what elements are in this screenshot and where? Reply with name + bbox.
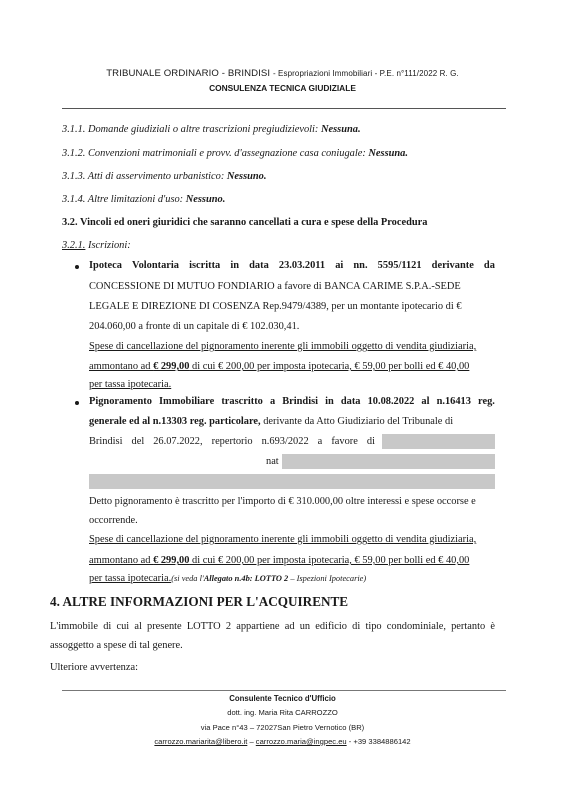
court-name: TRIBUNALE ORDINARIO - BRINDISI: [106, 68, 271, 79]
pignoramento-line-1: [89, 396, 495, 407]
pignoramento-costs-line-3: [89, 573, 366, 584]
section-4-paragraph-line-2: assoggetto a spese di tal genere.: [50, 640, 183, 651]
attachment-ref-prefix: (si veda l': [171, 574, 204, 583]
section-4-line-1-word: L'immobile: [50, 621, 99, 632]
section-4-line-1-word: edificio: [315, 621, 347, 632]
footer-separator: –: [247, 737, 256, 746]
item-3-1-1-label: 3.1.1. Domande giudiziali o altre trascrizioni pregiudizievoli:: [62, 124, 319, 135]
section-3-2-title: 3.2. Vincoli ed oneri giuridici che saranno cancellati a cura e spese della Procedura: [62, 217, 428, 228]
pignoramento-line-1-word: a: [269, 396, 276, 407]
pignoramento-line-3-word: n.693/2022: [261, 436, 309, 447]
pignoramento-line-2: [89, 416, 453, 427]
item-3-1-2-label: 3.1.2. Convenzioni matrimoniali e provv. d'assegnazione casa coniugale:: [62, 148, 366, 159]
section-4-line-1-word: presente: [147, 621, 182, 632]
ipoteca-line-1-word: data: [249, 260, 269, 271]
pignoramento-line-3-word: favore: [331, 436, 358, 447]
ipoteca-line-1-word: Ipoteca: [89, 260, 122, 271]
section-4-line-1-word: cui: [116, 621, 130, 632]
pignoramento-derivation: derivante da Atto Giudiziario del Tribunale di: [260, 416, 454, 427]
ipoteca-line-1-word: in: [230, 260, 240, 271]
section-4-line-1-word: LOTTO: [186, 621, 221, 632]
pignoramento-reg-numbers: generale ed al n.13303 reg. particolare,: [89, 416, 261, 427]
pignoramento-line-3-word: repertorio: [211, 436, 253, 447]
ipoteca-line-1-word: ai: [335, 260, 344, 271]
pignoramento-line-1-word: in: [325, 396, 334, 407]
ipoteca-costs-detail: di cui € 200,00 per imposta ipotecaria, € 59,00 per bolli ed € 40,00: [189, 361, 470, 372]
footer-email-link[interactable]: carrozzo.mariarita@libero.it: [154, 737, 248, 746]
ipoteca-line-1-word: 5595/1121: [377, 260, 422, 271]
pignoramento-line-6: Detto pignoramento è trascritto per l'importo di € 310.000,00 oltre interessi e spese occorse e: [89, 496, 476, 507]
pignoramento-line-3-word: del: [131, 436, 145, 447]
section-4-line-1-word: 2: [225, 621, 232, 632]
footer-contacts: [0, 737, 565, 746]
section-4-line-1-word: è: [490, 621, 495, 632]
ipoteca-line-1-word: da: [483, 260, 495, 271]
item-3-1-3-value: Nessuno.: [226, 171, 267, 182]
ipoteca-line-1-word: nn.: [353, 260, 368, 271]
ipoteca-line-2: CONCESSIONE DI MUTUO FONDIARIO a favore di BANCA CARIME S.P.A.-SEDE: [89, 281, 461, 292]
section-4-line-1-word: condominiale,: [386, 621, 446, 632]
section-4-line-1-word: appartiene: [236, 621, 280, 632]
ipoteca-costs-line-1: Spese di cancellazione del pignoramento inerente gli immobili oggetto di vendita giudiziaria,: [89, 341, 477, 352]
section-3-2-1-number: 3.2.1.: [62, 240, 86, 251]
ipoteca-line-1-word: 23.03.2011: [278, 260, 326, 271]
pignoramento-costs-total: € 299,00: [153, 555, 190, 566]
redacted-birth-info-2: [89, 474, 495, 489]
item-3-1-3: [62, 171, 266, 182]
pignoramento-line-3-word: 26.07.2022,: [153, 436, 203, 447]
section-4-line-1-word: un: [299, 621, 311, 632]
attachment-ref-suffix: – Ispezioni Ipotecarie): [288, 574, 367, 583]
section-4-line-1-word: tipo: [365, 621, 382, 632]
section-4-line-1-word: ad: [284, 621, 295, 632]
item-3-1-1-value: Nessuna.: [321, 124, 361, 135]
pignoramento-line-3-word: di: [366, 436, 375, 447]
pignoramento-line-1-word: Immobiliare: [159, 396, 215, 407]
bullet-ipoteca: [75, 265, 79, 269]
pignoramento-line-1-word: Brindisi: [282, 396, 319, 407]
ipoteca-costs-line-2: [89, 361, 469, 372]
page-header: [0, 68, 565, 79]
ipoteca-line-1: [89, 260, 495, 271]
section-4-paragraph-line-1: [50, 621, 495, 632]
redacted-birth-info-1: [282, 454, 495, 469]
pignoramento-line-1-word: reg.: [478, 396, 495, 407]
redacted-creditor: [382, 434, 495, 449]
footer-phone: - +39 3384886142: [346, 737, 411, 746]
pignoramento-costs-detail: di cui € 200,00 per imposta ipotecaria, € 59,00 per bolli ed € 40,00: [189, 555, 470, 566]
section-4-line-1-word: pertanto: [451, 621, 486, 632]
item-3-1-2: [62, 148, 408, 159]
item-3-1-2-value: Nessuna.: [368, 148, 408, 159]
header-divider: [62, 108, 506, 109]
item-3-1-4-label: 3.1.4. Altre limitazioni d'uso:: [62, 194, 184, 205]
footer-name: dott. ing. Maria Rita CARROZZO: [227, 708, 338, 717]
attachment-ref-name: Allegato n.4b: LOTTO 2: [203, 574, 289, 583]
pignoramento-line-1-word: al: [421, 396, 430, 407]
footer-address: via Pace n°43 – 72027San Pietro Vernotico (BR): [200, 723, 365, 732]
ipoteca-costs-total: € 299,00: [153, 361, 190, 372]
ipoteca-line-1-word: Volontaria: [132, 260, 179, 271]
footer-pec-link[interactable]: carrozzo.maria@ingpec.eu: [255, 737, 347, 746]
section-4-line-1-word: di: [103, 621, 112, 632]
section-3-2-1: [62, 240, 131, 251]
pignoramento-line-3-word: a: [317, 436, 323, 447]
item-3-1-3-label: 3.1.3. Atti di asservimento urbanistico:: [62, 171, 225, 182]
ipoteca-line-4: 204.060,00 a fronte di un capitale di € 102.030,41.: [89, 321, 300, 332]
section-4-title: 4. ALTRE INFORMAZIONI PER L'ACQUIRENTE: [50, 594, 349, 609]
pignoramento-line-1-word: Pignoramento: [89, 396, 152, 407]
item-3-1-4-value: Nessuno.: [185, 194, 226, 205]
ipoteca-costs-prefix: ammontano ad: [89, 361, 154, 372]
pignoramento-line-3-word: Brindisi: [89, 436, 123, 447]
pignoramento-costs-line-1: Spese di cancellazione del pignoramento inerente gli immobili oggetto di vendita giudiziaria,: [89, 534, 477, 545]
item-3-1-4: [62, 194, 225, 205]
pignoramento-costs-tax: per tassa ipotecaria.: [89, 573, 172, 584]
procedure-ref: - Espropriazioni Immobiliari - P.E. n°111/2022 R. G.: [272, 69, 459, 78]
pignoramento-line-3: [89, 436, 375, 447]
item-3-1-1: [62, 124, 361, 135]
section-4-note: Ulteriore avvertenza:: [50, 662, 138, 673]
pignoramento-line-1-word: trascritto: [221, 396, 263, 407]
section-4-line-1-word: al: [134, 621, 142, 632]
pignoramento-line-7: occorrende.: [89, 515, 138, 526]
pignoramento-line-1-word: data: [340, 396, 361, 407]
section-3-2-1-label: Iscrizioni:: [88, 240, 131, 251]
pignoramento-line-1-word: 10.08.2022: [367, 396, 415, 407]
ipoteca-costs-line-3: per tassa ipotecaria.: [89, 379, 172, 390]
ipoteca-line-1-word: derivante: [431, 260, 474, 271]
pignoramento-costs-line-2: [89, 555, 469, 566]
pignoramento-costs-prefix: ammontano ad: [89, 555, 154, 566]
section-4-line-1-word: di: [352, 621, 361, 632]
header-subtitle: CONSULENZA TECNICA GIUDIZIALE: [209, 83, 356, 93]
footer-title: Consulente Tecnico d'Ufficio: [229, 694, 336, 703]
pignoramento-line-4: nat: [266, 456, 279, 467]
footer-divider: [62, 690, 506, 691]
ipoteca-line-3: LEGALE E DIREZIONE DI COSENZA Rep.9479/4389, per un montante ipotecario di €: [89, 301, 462, 312]
bullet-pignoramento: [75, 401, 79, 405]
ipoteca-line-1-word: iscritta: [189, 260, 221, 271]
pignoramento-line-1-word: n.16413: [436, 396, 471, 407]
